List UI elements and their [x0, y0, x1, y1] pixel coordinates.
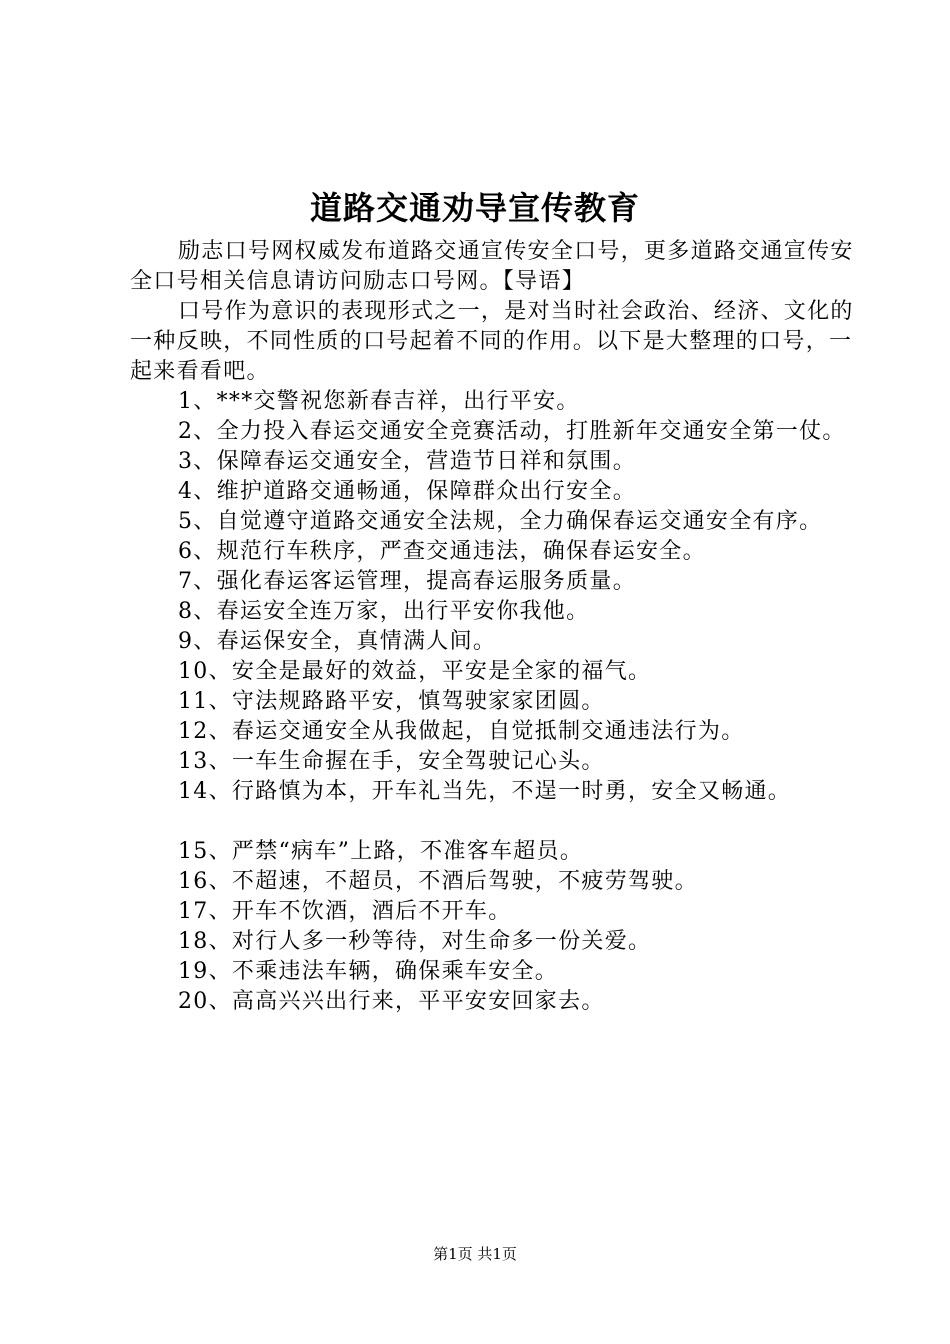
slogan-item: 6、规范行车秩序，严查交通违法，确保春运安全。	[178, 539, 706, 564]
intro-paragraph: 口号作为意识的表现形式之一，是对当时社会政治、经济、文化的一种反映，不同性质的口号起着不同的作用。以下是大整理的口号，一起来看看吧。	[130, 299, 854, 384]
slogan-item: 16、不超速，不超员，不酒后驾驶，不疲劳驾驶。	[178, 869, 698, 894]
slogan-item: 5、自觉遵守道路交通安全法规，全力确保春运交通安全有序。	[178, 509, 823, 534]
slogan-item: 3、保障春运交通安全，营造节日祥和氛围。	[178, 449, 636, 474]
intro-paragraph: 励志口号网权威发布道路交通宣传安全口号，更多道路交通宣传安全口号相关信息请访问励志口号网。【导语】	[130, 239, 854, 294]
blank-line	[130, 807, 860, 837]
slogan-item: 1、***交警祝您新春吉祥，出行平安。	[178, 389, 580, 414]
slogan-item: 11、守法规路路平安，慎驾驶家家团圆。	[178, 689, 605, 714]
slogan-item: 10、安全是最好的效益，平安是全家的福气。	[178, 659, 652, 684]
slogan-item: 7、强化春运客运管理，提高春运服务质量。	[178, 569, 636, 594]
slogan-item: 19、不乘违法车辆，确保乘车安全。	[178, 959, 559, 984]
document-body	[130, 237, 860, 1017]
slogan-item: 9、春运保安全，真情满人间。	[178, 629, 497, 654]
slogan-item: 8、春运安全连万家，出行平安你我他。	[178, 599, 590, 624]
slogan-item: 14、行路慎为本，开车礼当先，不逞一时勇，安全又畅通。	[178, 779, 792, 804]
document-title: 道路交通劝导宣传教育	[309, 189, 640, 227]
slogan-item: 17、开车不饮酒，酒后不开车。	[178, 899, 512, 924]
slogan-item: 4、维护道路交通畅通，保障群众出行安全。	[178, 479, 636, 504]
slogan-item: 18、对行人多一秒等待，对生命多一份关爱。	[178, 929, 652, 954]
slogan-item: 13、一车生命握在手，安全驾驶记心头。	[178, 749, 605, 774]
slogan-item: 15、严禁“病车”上路，不准客车超员。	[178, 839, 584, 864]
page-footer: 第1页 共1页	[433, 1245, 517, 1263]
slogan-item: 2、全力投入春运交通安全竞赛活动，打胜新年交通安全第一仗。	[178, 419, 846, 444]
slogan-item: 20、高高兴兴出行来，平平安安回家去。	[178, 989, 605, 1014]
slogan-item: 12、春运交通安全从我做起，自觉抵制交通违法行为。	[178, 719, 745, 744]
